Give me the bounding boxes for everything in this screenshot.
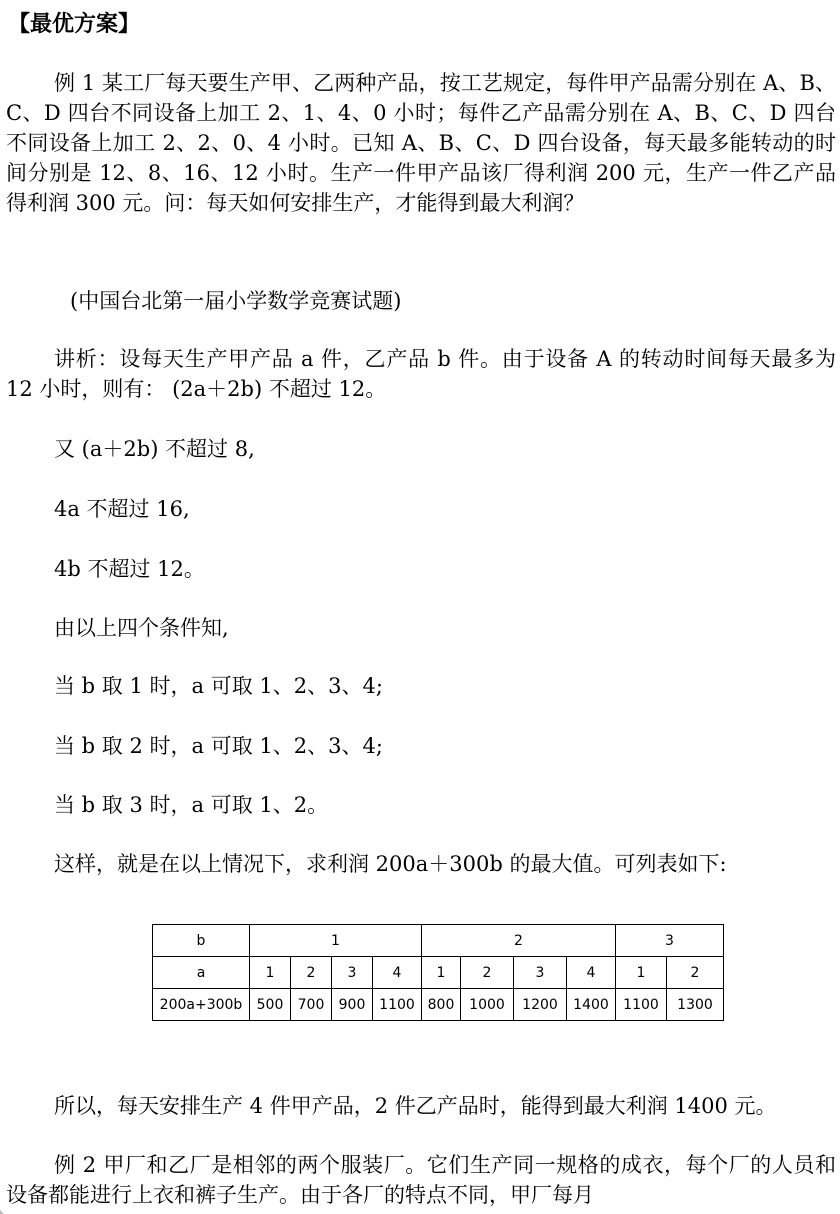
table-cell: 1100 xyxy=(616,989,667,1021)
table-cell: 1100 xyxy=(373,989,422,1021)
section-heading: 【最优方案】 xyxy=(8,12,141,37)
table-cell-b-group: 3 xyxy=(616,925,724,957)
table-intro-line: 这样，就是在以上情况下，求利润 200a＋300b 的最大值。可列表如下: xyxy=(54,852,727,876)
condition-line: 由以上四个条件知, xyxy=(54,616,229,640)
condition-line: 4a 不超过 16, xyxy=(54,497,190,521)
table-cell: 2 xyxy=(667,957,724,989)
table-cell-header: b xyxy=(153,925,250,957)
table-cell: 1 xyxy=(616,957,667,989)
table-cell: 900 xyxy=(332,989,373,1021)
profit-table xyxy=(152,924,724,1021)
table-cell: 700 xyxy=(291,989,332,1021)
table-cell: 4 xyxy=(567,957,616,989)
table-cell: 500 xyxy=(250,989,291,1021)
table-cell: 1 xyxy=(422,957,461,989)
table-cell: 1400 xyxy=(567,989,616,1021)
table-cell-header: a xyxy=(153,957,250,989)
condition-line: 4b 不超过 12。 xyxy=(54,557,205,581)
table-cell-b-group: 2 xyxy=(422,925,616,957)
table-cell: 3 xyxy=(514,957,567,989)
example1-problem: 例 1 某工厂每天要生产甲、乙两种产品，按工艺规定，每件甲产品需分别在 A、B、C、D 四台不同设备上加工 2、1、4、0 小时；每件乙产品需分别在 A、B、C、D 四台不同设备上加工 2、2、0、4 小时。已知 A、B、C、D 四台设备，每天最多能转动的时间分别是 12、8、16、12 小时。生产一件甲产品该厂得利润 200 元，生产一件乙产品得利润 300 元。问：每天如何安排生产，才能得到最大利润？ xyxy=(6,71,836,215)
table-cell: 3 xyxy=(332,957,373,989)
table-cell: 800 xyxy=(422,989,461,1021)
page-corner-mark xyxy=(0,1210,4,1214)
table-row-profit xyxy=(153,989,724,1021)
case-line: 当 b 取 1 时，a 可取 1、2、3、4; xyxy=(54,674,383,698)
example1-analysis: 讲析：设每天生产甲产品 a 件，乙产品 b 件。由于设备 A 的转动时间每天最多为 12 小时，则有： (2a＋2b) 不超过 12。 xyxy=(6,347,836,401)
table-cell: 4 xyxy=(373,957,422,989)
table-cell-b-group: 1 xyxy=(250,925,422,957)
table-row-a xyxy=(153,957,724,989)
case-line: 当 b 取 3 时，a 可取 1、2。 xyxy=(54,793,329,817)
condition-line: 又 (a＋2b) 不超过 8, xyxy=(54,437,255,461)
case-line: 当 b 取 2 时，a 可取 1、2、3、4; xyxy=(54,734,383,758)
example1-source: (中国台北第一届小学数学竞赛试题) xyxy=(70,289,402,313)
example1-conclusion: 所以，每天安排生产 4 件甲产品，2 件乙产品时，能得到最大利润 1400 元。 xyxy=(54,1094,777,1118)
table-row-b xyxy=(153,925,724,957)
table-cell: 1300 xyxy=(667,989,724,1021)
table-cell: 2 xyxy=(291,957,332,989)
example2-problem: 例 2 甲厂和乙厂是相邻的两个服装厂。它们生产同一规格的成衣，每个厂的人员和设备都能进行上衣和裤子生产。由于各厂的特点不同，甲厂每月 xyxy=(6,1153,836,1207)
table-cell: 1 xyxy=(250,957,291,989)
table-cell: 1200 xyxy=(514,989,567,1021)
table-cell: 1000 xyxy=(461,989,514,1021)
table-cell: 2 xyxy=(461,957,514,989)
table-cell-header: 200a+300b xyxy=(153,989,250,1021)
